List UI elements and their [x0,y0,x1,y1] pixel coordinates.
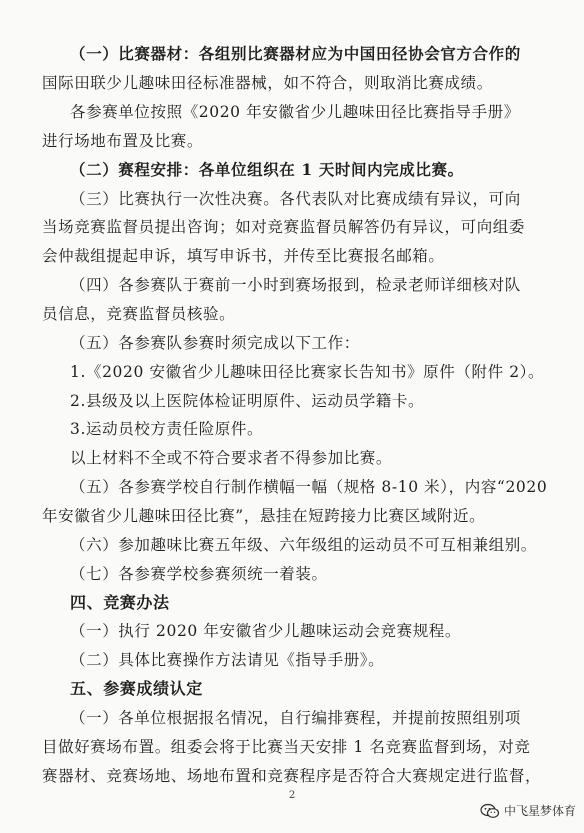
para-guide: （二）具体比赛操作方法请见《指导手册》。 [70,651,385,669]
list-item-1: 1.《2020 安徽省少儿趣味田径比赛家长告知书》原件（附件 2）。 [70,363,545,381]
para-equipment-line1: （一）比赛器材：各组别比赛器材应为中国田径协会官方合作的 [70,44,521,63]
para-final-line1: （三）比赛执行一次性决赛。各代表队对比赛成绩有异议，可向 [70,190,521,208]
section-heading-4: 四、竞赛办法 [70,593,170,612]
para-checkin-line1: （四）各参赛队于赛前一小时到赛场报到，检录老师详细核对队 [70,276,521,294]
para-manual-line1: 各参赛单位按照《2020 年安徽省少儿趣味田径比赛指导手册》 [70,103,520,121]
para-results-line1: （一）各单位根据报名情况，自行编排赛程，并提前按照组别项 [70,709,521,727]
watermark-text: 中飞星梦体育 [503,804,576,818]
list-item-3: 3.运动员校方责任险原件。 [70,420,264,438]
para-requirements: （五）各参赛队参赛时须完成以下工作： [70,334,360,352]
para-schedule: （二）赛程安排：各单位组织在 1 天时间内完成比赛。 [70,160,464,179]
para-rules: （一）执行 2020 年安徽省少儿趣味运动会竞赛规程。 [70,622,462,640]
wechat-icon [480,803,500,819]
para-final-line3: 会仲裁组提起申诉，填写申诉书，并传至比赛报名邮箱。 [42,247,445,265]
para-banner-line2: 年安徽省少儿趣味田径比赛”，悬挂在短跨接力比赛区域附近。 [42,507,486,525]
para-groups: （六）参加趣味比赛五年级、六年级组的运动员不可互相兼组别。 [70,536,537,554]
para-results-line2: 目做好赛场布置。组委会将于比赛当天安排 1 名竞赛监督到场，对竞 [42,738,531,756]
section-heading-5: 五、参赛成绩认定 [70,679,203,698]
para-manual-line2: 进行场地布置及比赛。 [42,132,204,150]
page-number: 2 [288,790,296,801]
para-uniform: （七）各参赛学校参赛须统一着装。 [70,565,328,583]
para-equipment-line2: 国际田联少儿趣味田径标准器械，如不符合，则取消比赛成绩。 [42,74,493,92]
para-banner-line1: （五）各参赛学校自行制作横幅一幅（规格 8-10 米），内容“2020 [70,478,548,496]
watermark [480,802,576,819]
list-item-2: 2.县级及以上医院体检证明原件、运动员学籍卡。 [70,392,425,410]
para-checkin-line2: 员信息，竞赛监督员核验。 [42,305,236,323]
para-results-line3: 赛器材、竞赛场地、场地布置和竞赛程序是否符合大赛规定进行监督， [42,767,542,785]
para-material-note: 以上材料不全或不符合要求者不得参加比赛。 [70,449,393,467]
para-final-line2: 当场竞赛监督员提出咨询；如对竞赛监督员解答仍有异议，可向组委 [42,218,526,236]
